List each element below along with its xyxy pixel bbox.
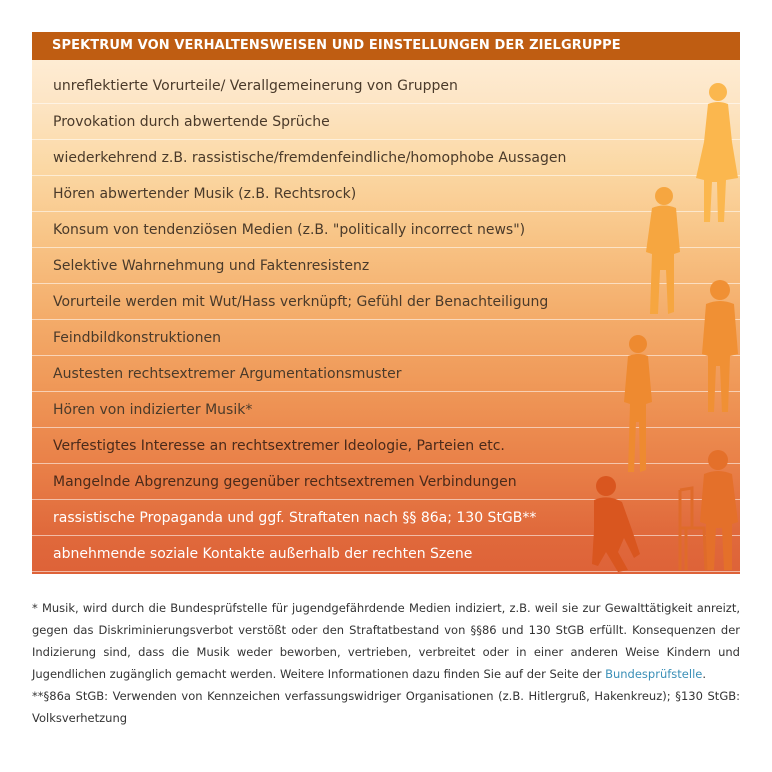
list-item: Konsum von tendenziösen Medien (z.B. "politically incorrect news")	[32, 212, 740, 248]
spectrum-panel	[32, 32, 740, 574]
list-item: rassistische Propaganda und ggf. Straftaten nach §§ 86a; 130 StGB**	[32, 500, 740, 536]
list-item: Austesten rechtsextremer Argumentationsmuster	[32, 356, 740, 392]
list-item: Feindbildkonstruktionen	[32, 320, 740, 356]
list-item: Provokation durch abwertende Sprüche	[32, 104, 740, 140]
list-item: Vorurteile werden mit Wut/Hass verknüpft; Gefühl der Benachteiligung	[32, 284, 740, 320]
music-footnote-text: * Musik, wird durch die Bundesprüfstelle für jugendgefährdende Medien indiziert, z.B. weil sie zur Gewalttätigkeit anreizt, gegen das Diskriminierungsverbot verstößt oder den Straftatbestand von §§86 und 130 StGB erfüllt. Konsequenzen der Indizierung sind, dass die Musik weder beworben, vertrieben, verbreitet oder in einer anderen Weise Kindern und Jugendlichen zugänglich gemacht werden. Weitere Informationen dazu finden Sie auf der Seite der	[32, 601, 740, 681]
people-silhouettes-illustration	[592, 82, 740, 574]
law-footnote: **§86a StGB: Verwenden von Kennzeichen verfassungswidriger Organisationen (z.B. Hitlergruß, Hakenkreuz); §130 StGB: Volksverhetzung	[32, 689, 740, 725]
panel-header: SPEKTRUM VON VERHALTENSWEISEN UND EINSTELLUNGEN DER ZIELGRUPPE	[32, 32, 740, 60]
list-item: abnehmende soziale Kontakte außerhalb der rechten Szene	[32, 536, 740, 572]
bundespruefstelle-link[interactable]: Bundesprüfstelle	[605, 667, 703, 681]
woman-silhouette-icon	[696, 83, 738, 222]
list-item: Verfestigtes Interesse an rechtsextremer Ideologie, Parteien etc.	[32, 428, 740, 464]
list-item: unreflektierte Vorurteile/ Verallgemeinerung von Gruppen	[32, 68, 740, 104]
music-footnote	[32, 597, 740, 685]
list-item: Hören abwertender Musik (z.B. Rechtsrock)	[32, 176, 740, 212]
list-item: Mangelnde Abgrenzung gegenüber rechtsextremen Verbindungen	[32, 464, 740, 500]
man-silhouette-icon	[646, 187, 680, 314]
footnotes	[32, 597, 740, 729]
link-suffix: .	[702, 667, 706, 681]
crouching-man-silhouette-icon	[592, 476, 640, 572]
woman-silhouette-icon	[624, 335, 652, 472]
man-silhouette-icon	[702, 280, 738, 412]
list-item: Hören von indizierter Musik*	[32, 392, 740, 428]
list-item: wiederkehrend z.B. rassistische/fremdenfeindliche/homophobe Aussagen	[32, 140, 740, 176]
list-item: Selektive Wahrnehmung und Faktenresistenz	[32, 248, 740, 284]
